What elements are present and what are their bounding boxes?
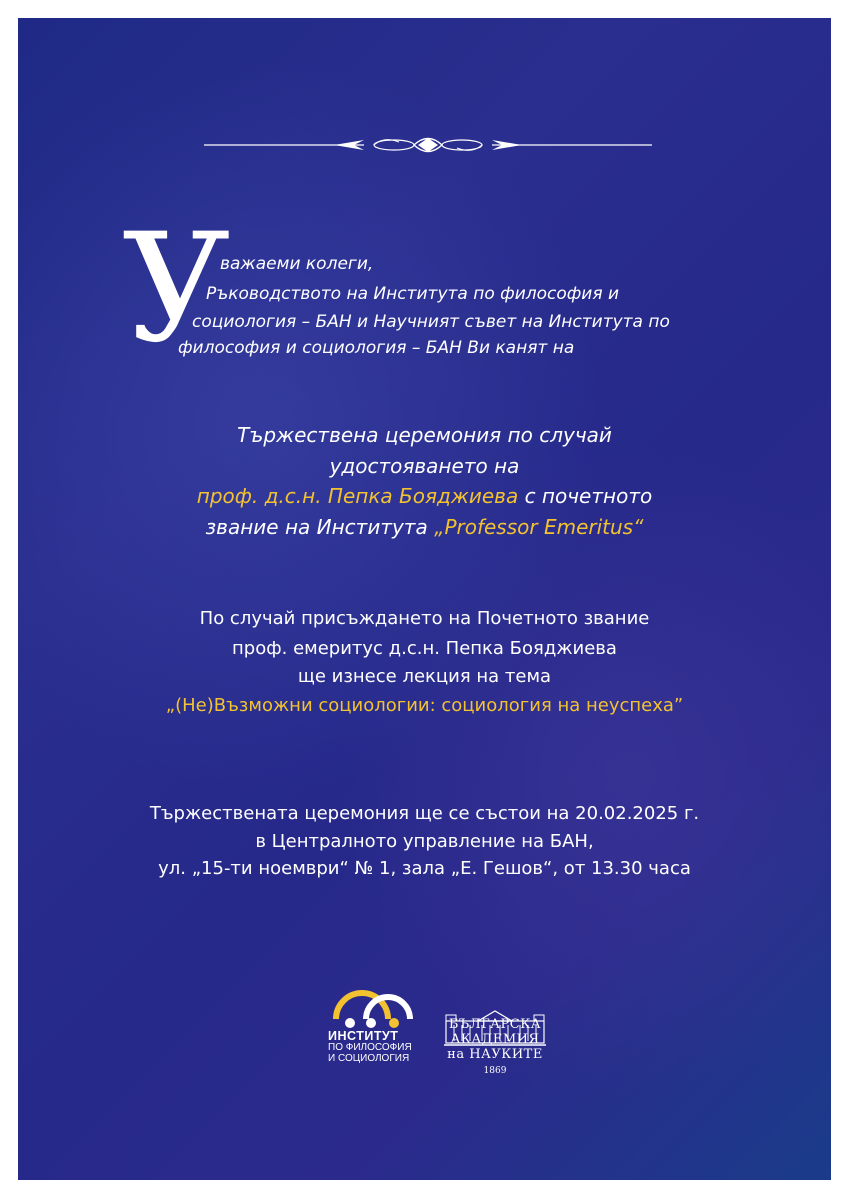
lecture-topic: „(Не)Възможни социологии: социология на неуспеха” (165, 695, 684, 716)
honoree-name: проф. д.с.н. Пепка Бояджиева (196, 484, 519, 508)
ceremony-line-2: удостояването на (329, 454, 520, 478)
ceremony-line-4-start: звание на Института (205, 515, 435, 539)
greeting-line-3: социология – БАН и Научният съвет на Института по (192, 312, 670, 332)
academy-line-3: на НАУКИТЕ (447, 1047, 543, 1062)
lecture-line-3: ще изнесе лекция на тема (297, 666, 552, 687)
lecture-line-1: По случай присъждането на Почетното звание (199, 608, 650, 629)
decorative-divider-icon (204, 130, 652, 160)
ceremony-line-3 (18, 484, 831, 508)
logos-footer (18, 973, 831, 1083)
greeting-line-2: Ръководството на Института по философия и (206, 284, 620, 304)
venue-line-2: в Централното управление на БАН, (255, 831, 594, 852)
emeritus-title: „Professor Emeritus“ (434, 515, 644, 539)
greeting-line-4: философия и социология – БАН Ви канят на (178, 338, 575, 358)
ceremony-line-3-rest: с почетното (518, 484, 653, 508)
institute-sub-2: И СОЦИОЛОГИЯ (328, 1053, 410, 1064)
institute-logo-icon (328, 973, 428, 1083)
ceremony-line-1: Тържествена церемония по случай (237, 423, 612, 447)
academy-line-1: БЪЛГАРСКА (448, 1017, 542, 1032)
academy-name (438, 1017, 552, 1079)
institute-name (328, 1031, 428, 1064)
lecture-line-2: проф. емеритус д.с.н. Пепка Бояджиева (232, 638, 617, 659)
invitation-card (18, 18, 831, 1180)
institute-sub-1: ПО ФИЛОСОФИЯ (328, 1042, 412, 1053)
venue-line-1: Тържествената церемония ще се състои на 20.02.2025 г. (149, 803, 700, 824)
drop-cap-letter: У (122, 202, 231, 376)
institute-title: ИНСТИТУТ (328, 1029, 399, 1043)
greeting-line-1: важаеми колеги, (220, 254, 374, 274)
academy-year: 1869 (483, 1066, 507, 1076)
academy-line-2: АКАДЕМИЯ (450, 1032, 540, 1047)
venue-line-3: ул. „15-ти ноември“ № 1, зала „Е. Гешов“, от 13.30 часа (158, 858, 691, 879)
ceremony-line-4 (18, 515, 831, 539)
